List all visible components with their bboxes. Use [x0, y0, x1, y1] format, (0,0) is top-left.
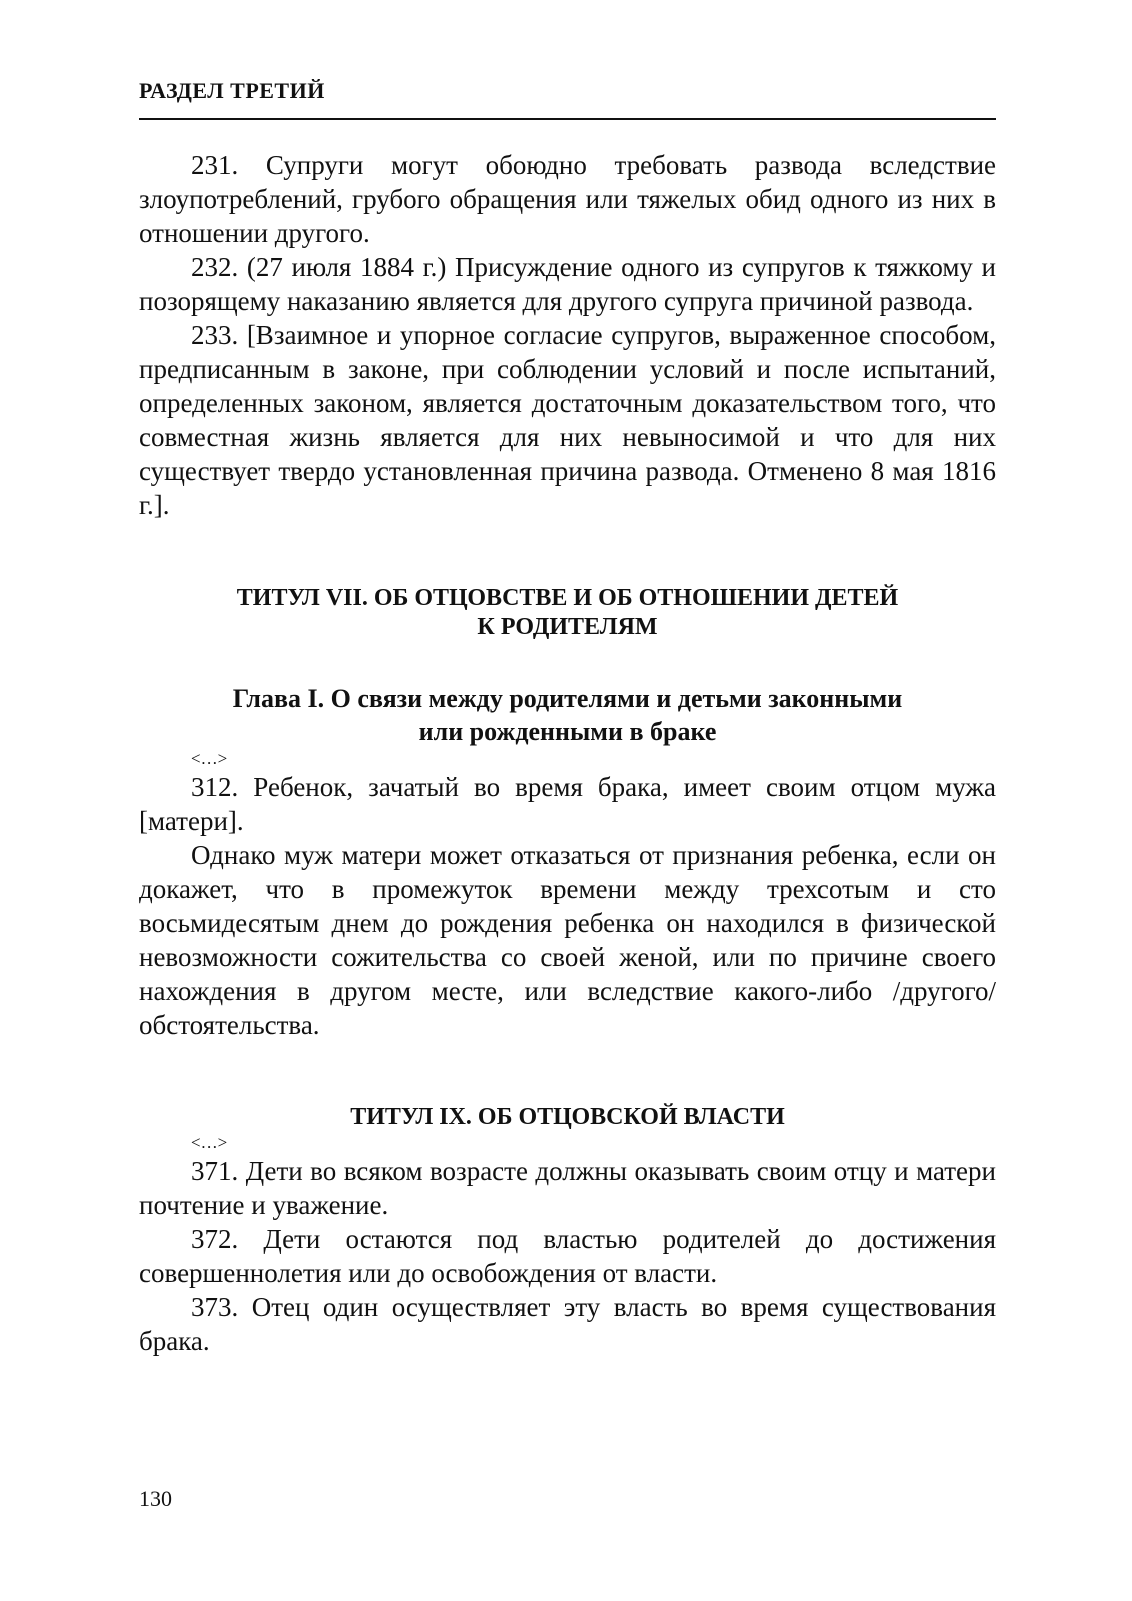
article-371: 371. Дети во всяком возрасте должны оказывать своим отцу и матери почтение и уважение. [139, 1156, 996, 1220]
spacer [139, 642, 996, 682]
title-vii-line-1: ТИТУЛ VII. ОБ ОТЦОВСТВЕ И ОБ ОТНОШЕНИИ ДЕТЕЙ [236, 585, 899, 611]
article-312-continuation: Однако муж матери может отказаться от признания ребенка, если он докажет, что в промежуток времени между трехсотым и сто восьмидесятым днем до рождения ребенка он находился в физической невозможности сожительства со своей женой, или по причине своего нахождения в другом месте, или вследствие какого-либо /другого/ обстоятельства. [139, 840, 996, 1040]
page-body [139, 148, 996, 1358]
omission-mark: <…> [191, 749, 228, 768]
article-232: 232. (27 июля 1884 г.) Присуждение одного из супругов к тяжкому и позорящему наказанию является для другого супруга причиной развода. [139, 252, 996, 316]
header-rule [139, 118, 996, 120]
title-vii-line-2: К РОДИТЕЛЯМ [477, 614, 658, 640]
article-233: 233. [Взаимное и упорное согласие супругов, выраженное способом, предписанным в законе, при соблюдении условий и после испытаний, определенных законом, является достаточным доказательством того, что совместная жизнь является для них невыносимой и что для них существует твердо установленная причина развода. Отменено 8 мая 1816 г.]. [139, 320, 996, 520]
page-number: 130 [139, 1486, 172, 1511]
chapter-i-heading [139, 682, 996, 748]
article-312: 312. Ребенок, зачатый во время брака, имеет своим отцом мужа [матери]. [139, 772, 996, 836]
title-vii-heading [139, 584, 996, 642]
spacer [139, 522, 996, 584]
title-ix-heading: ТИТУЛ IX. ОБ ОТЦОВСКОЙ ВЛАСТИ [350, 1104, 785, 1130]
chapter-i-line-1: Глава I. О связи между родителями и детьми законными [232, 684, 903, 713]
omission-mark: <…> [191, 1133, 228, 1152]
running-head: РАЗДЕЛ ТРЕТИЙ [139, 78, 325, 103]
article-231: 231. Супруги могут обоюдно требовать развода вследствие злоупотреблений, грубого обращения или тяжелых обид одного из них в отношении другого. [139, 150, 996, 248]
article-373: 373. Отец один осуществляет эту власть во время существования брака. [139, 1292, 996, 1356]
spacer [139, 1042, 996, 1103]
chapter-i-line-2: или рожденными в браке [418, 717, 717, 746]
article-372: 372. Дети остаются под властью родителей до достижения совершеннолетия или до освобождения от власти. [139, 1224, 996, 1288]
